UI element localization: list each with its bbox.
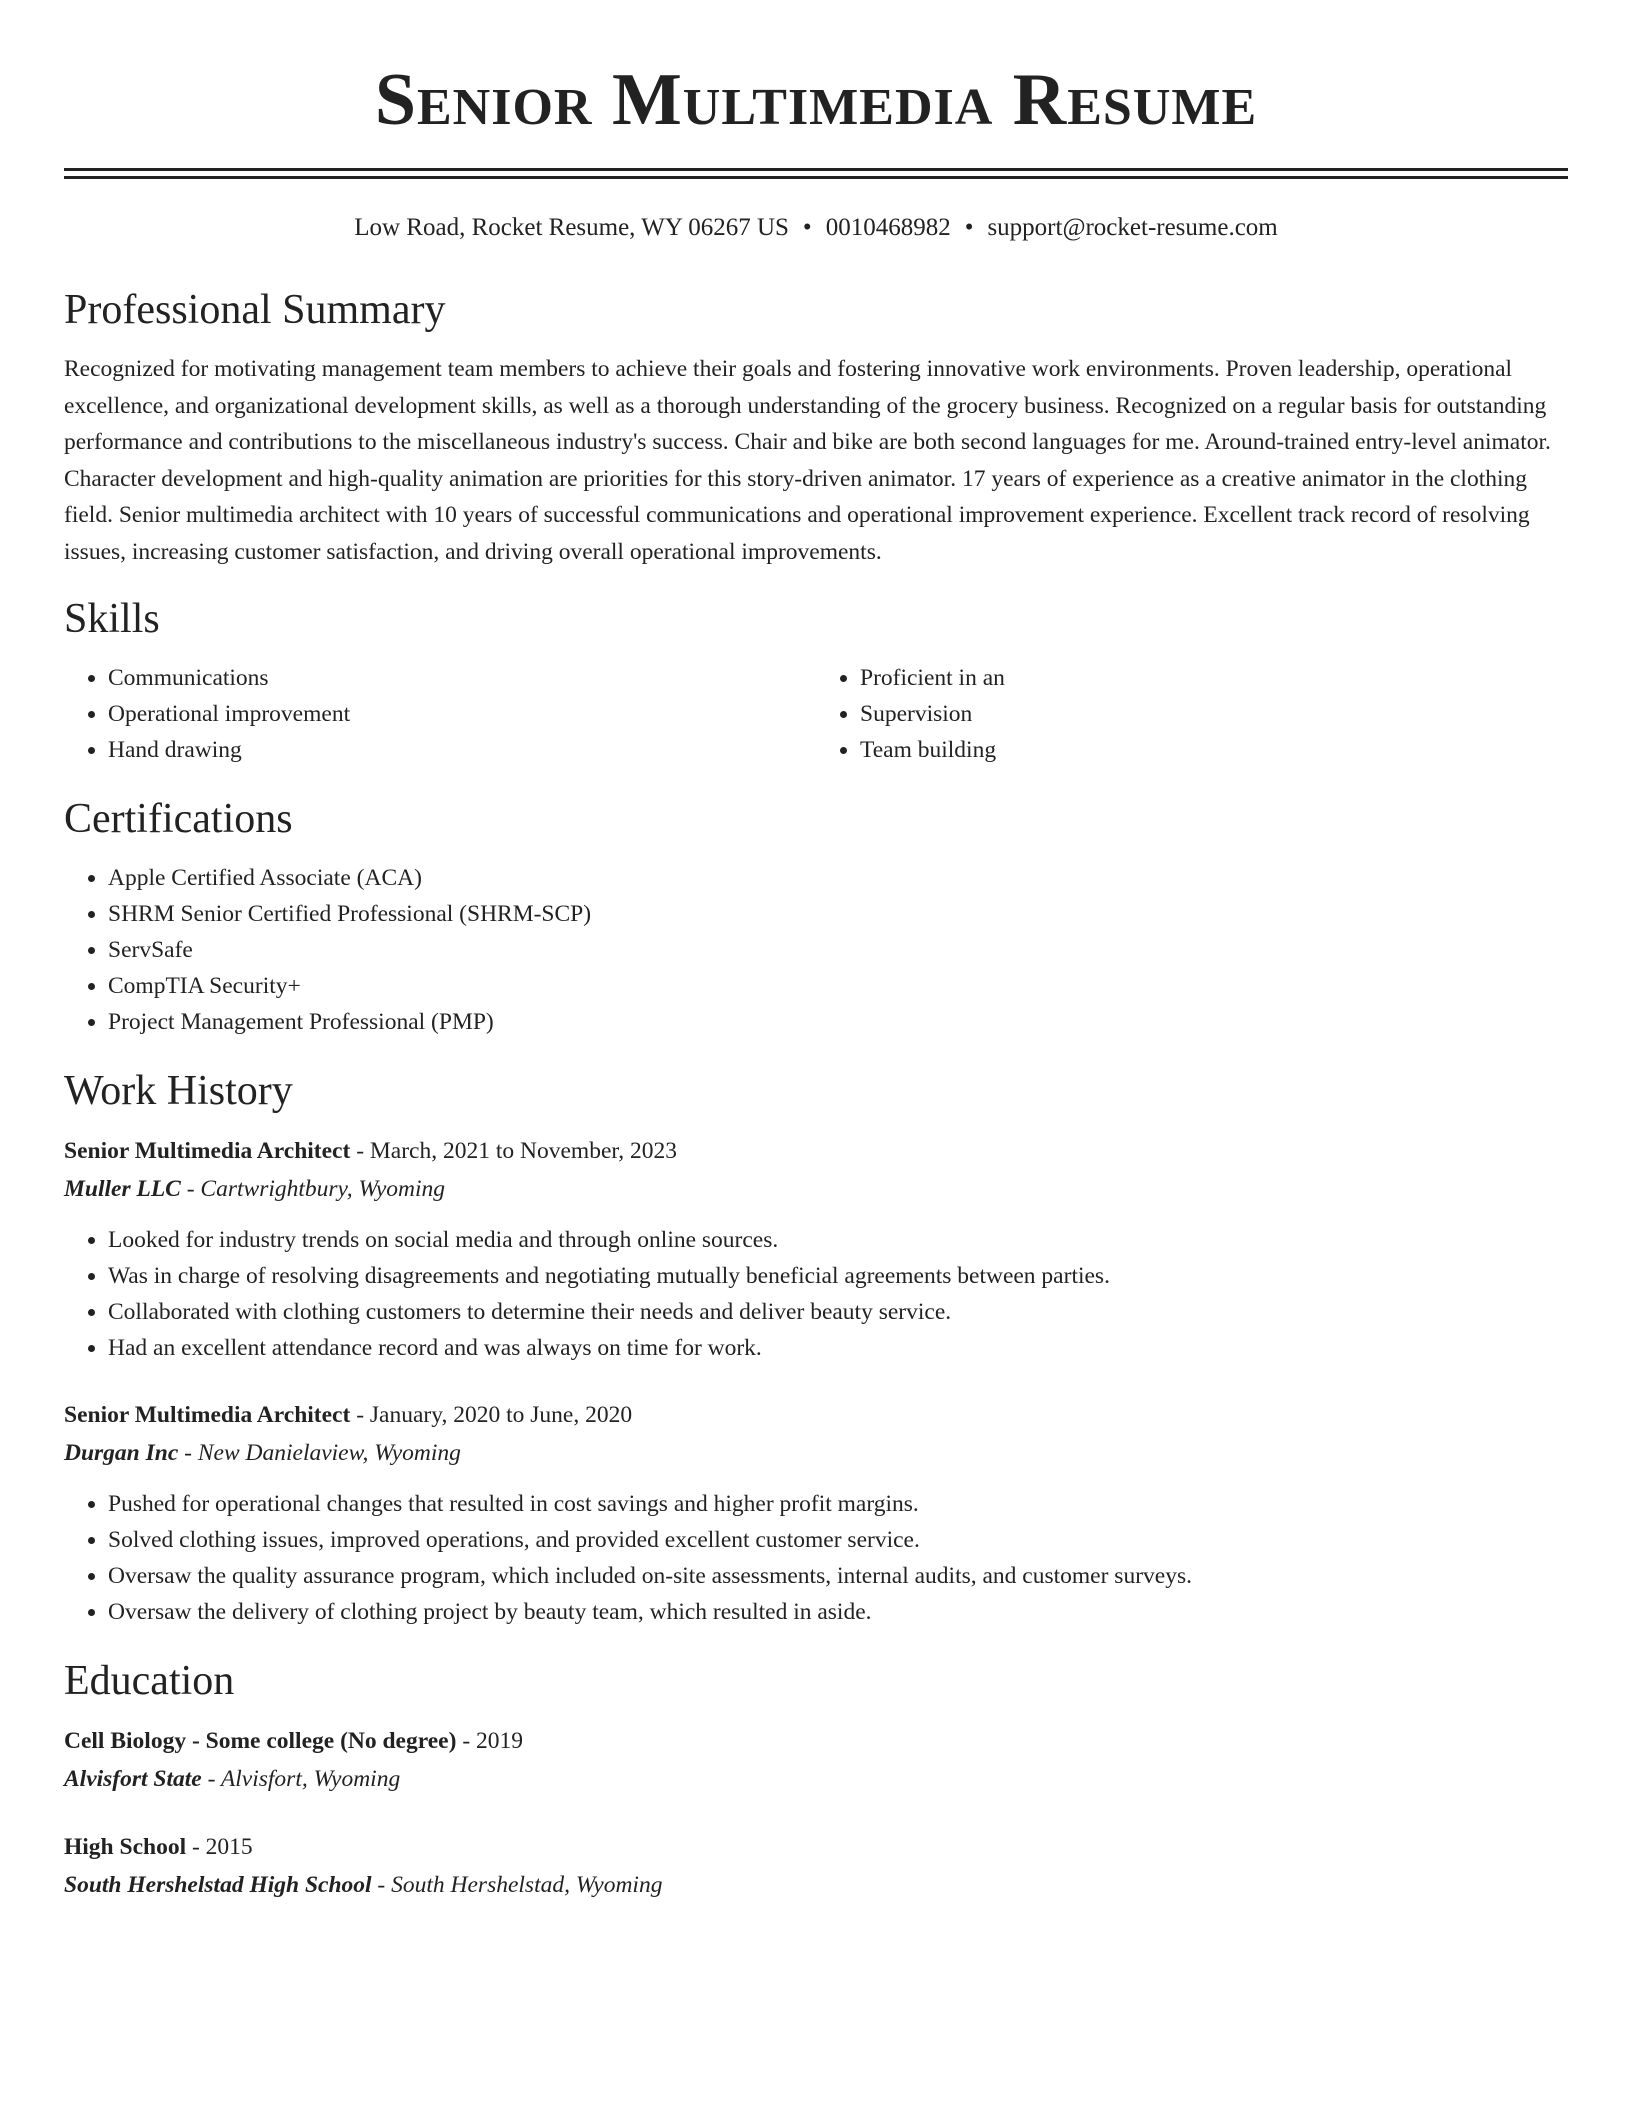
job-title: Senior Multimedia Architect (64, 1402, 351, 1428)
job-title: Senior Multimedia Architect (64, 1138, 351, 1164)
certification-item: • ServSafe (108, 932, 1568, 968)
job-bullet: • Was in charge of resolving disagreements and negotiating mutually beneficial agreements between parties. (108, 1258, 1568, 1294)
education-section (64, 1656, 1568, 1904)
job-entry (64, 1132, 1568, 1366)
work-history-heading: Work History (64, 1068, 293, 1114)
skill-item: • Communications (108, 660, 816, 696)
title-rule-bottom (64, 176, 1568, 179)
skill-item: • Operational improvement (108, 696, 816, 732)
work-history-section (64, 1066, 1568, 1630)
education-school: Alvisfort State (64, 1766, 202, 1792)
job-company: Durgan Inc (64, 1440, 179, 1466)
skills-section (64, 594, 1568, 768)
certification-item: • CompTIA Security+ (108, 968, 1568, 1004)
skill-item: • Hand drawing (108, 732, 816, 768)
job-bullets (64, 1222, 1568, 1366)
job-employer (64, 1170, 1568, 1208)
job-bullet: • Had an excellent attendance record and was always on time for work. (108, 1330, 1568, 1366)
job-header (64, 1132, 1568, 1170)
job-entry (64, 1396, 1568, 1630)
skills-columns (64, 660, 1568, 768)
education-school-line (64, 1866, 1568, 1904)
education-school-line (64, 1760, 1568, 1798)
education-degree: High School (64, 1834, 187, 1860)
contact-separator: • (964, 214, 974, 241)
job-location: - Cartwrightbury, Wyoming (180, 1176, 446, 1202)
job-bullets (64, 1486, 1568, 1630)
contact-line (64, 213, 1568, 243)
certification-item: • SHRM Senior Certified Professional (SHRM-SCP) (108, 896, 1568, 932)
job-bullet: • Collaborated with clothing customers to determine their needs and deliver beauty service. (108, 1294, 1568, 1330)
certifications-list (64, 860, 1568, 1040)
resume-title: Senior Multimedia Resume (374, 59, 1258, 141)
education-degree: Cell Biology - Some college (No degree) (64, 1728, 457, 1754)
education-location: - Alvisfort, Wyoming (201, 1766, 401, 1792)
education-year: - 2019 (456, 1728, 524, 1754)
education-entry (64, 1828, 1568, 1904)
education-location: - South Hershelstad, Wyoming (371, 1872, 663, 1898)
job-header (64, 1396, 1568, 1434)
skill-item: • Proficient in an (860, 660, 1568, 696)
certification-item: • Project Management Professional (PMP) (108, 1004, 1568, 1040)
job-company: Muller LLC (64, 1176, 181, 1202)
certification-item: • Apple Certified Associate (ACA) (108, 860, 1568, 896)
contact-email[interactable]: support@rocket-resume.com (987, 214, 1278, 241)
education-header (64, 1722, 1568, 1760)
job-employer (64, 1434, 1568, 1472)
job-location: - New Danielaview, Wyoming (178, 1440, 461, 1466)
job-bullet: • Solved clothing issues, improved operations, and provided excellent customer service. (108, 1522, 1568, 1558)
education-school: South Hershelstad High School (64, 1872, 372, 1898)
contact-separator: • (802, 214, 812, 241)
education-entry (64, 1722, 1568, 1798)
skill-item: • Team building (860, 732, 1568, 768)
skills-column-left (64, 660, 816, 768)
summary-section (64, 285, 1568, 570)
summary-heading: Professional Summary (64, 287, 446, 333)
certifications-heading: Certifications (64, 796, 293, 842)
job-bullet: • Oversaw the delivery of clothing project by beauty team, which resulted in aside. (108, 1594, 1568, 1630)
job-bullet: • Looked for industry trends on social media and through online sources. (108, 1222, 1568, 1258)
title-rule-top (64, 168, 1568, 171)
education-header (64, 1828, 1568, 1866)
education-year: - 2015 (186, 1834, 253, 1860)
contact-address: Low Road, Rocket Resume, WY 06267 US (354, 214, 789, 241)
skill-item: • Supervision (860, 696, 1568, 732)
job-bullet: • Oversaw the quality assurance program, which included on-site assessments, internal audits, and customer surveys. (108, 1558, 1568, 1594)
summary-text: Recognized for motivating management team members to achieve their goals and fostering innovative work environments. Proven leadership, operational excellence, and organizational development skills, as well as a thorough understanding of the grocery business. Recognized on a regular basis for outstanding performance and contributions to the miscellaneous industry's success. Chair and bike are both second languages for me. Around-trained entry-level animator. Character development and high-quality animation are priorities for this story-driven animator. 17 years of experience as a creative animator in the clothing field. Senior multimedia architect with 10 years of successful communications and operational improvement experience. Excellent track record of resolving issues, increasing customer satisfaction, and driving overall operational improvements. (64, 356, 1551, 565)
education-heading: Education (64, 1658, 235, 1704)
job-dates: - March, 2021 to November, 2023 (350, 1138, 678, 1164)
certifications-section (64, 794, 1568, 1040)
skills-column-right (816, 660, 1568, 768)
skills-heading: Skills (64, 596, 160, 642)
job-bullet: • Pushed for operational changes that resulted in cost savings and higher profit margins. (108, 1486, 1568, 1522)
job-dates: - January, 2020 to June, 2020 (350, 1402, 633, 1428)
contact-phone: 0010468982 (825, 214, 951, 241)
